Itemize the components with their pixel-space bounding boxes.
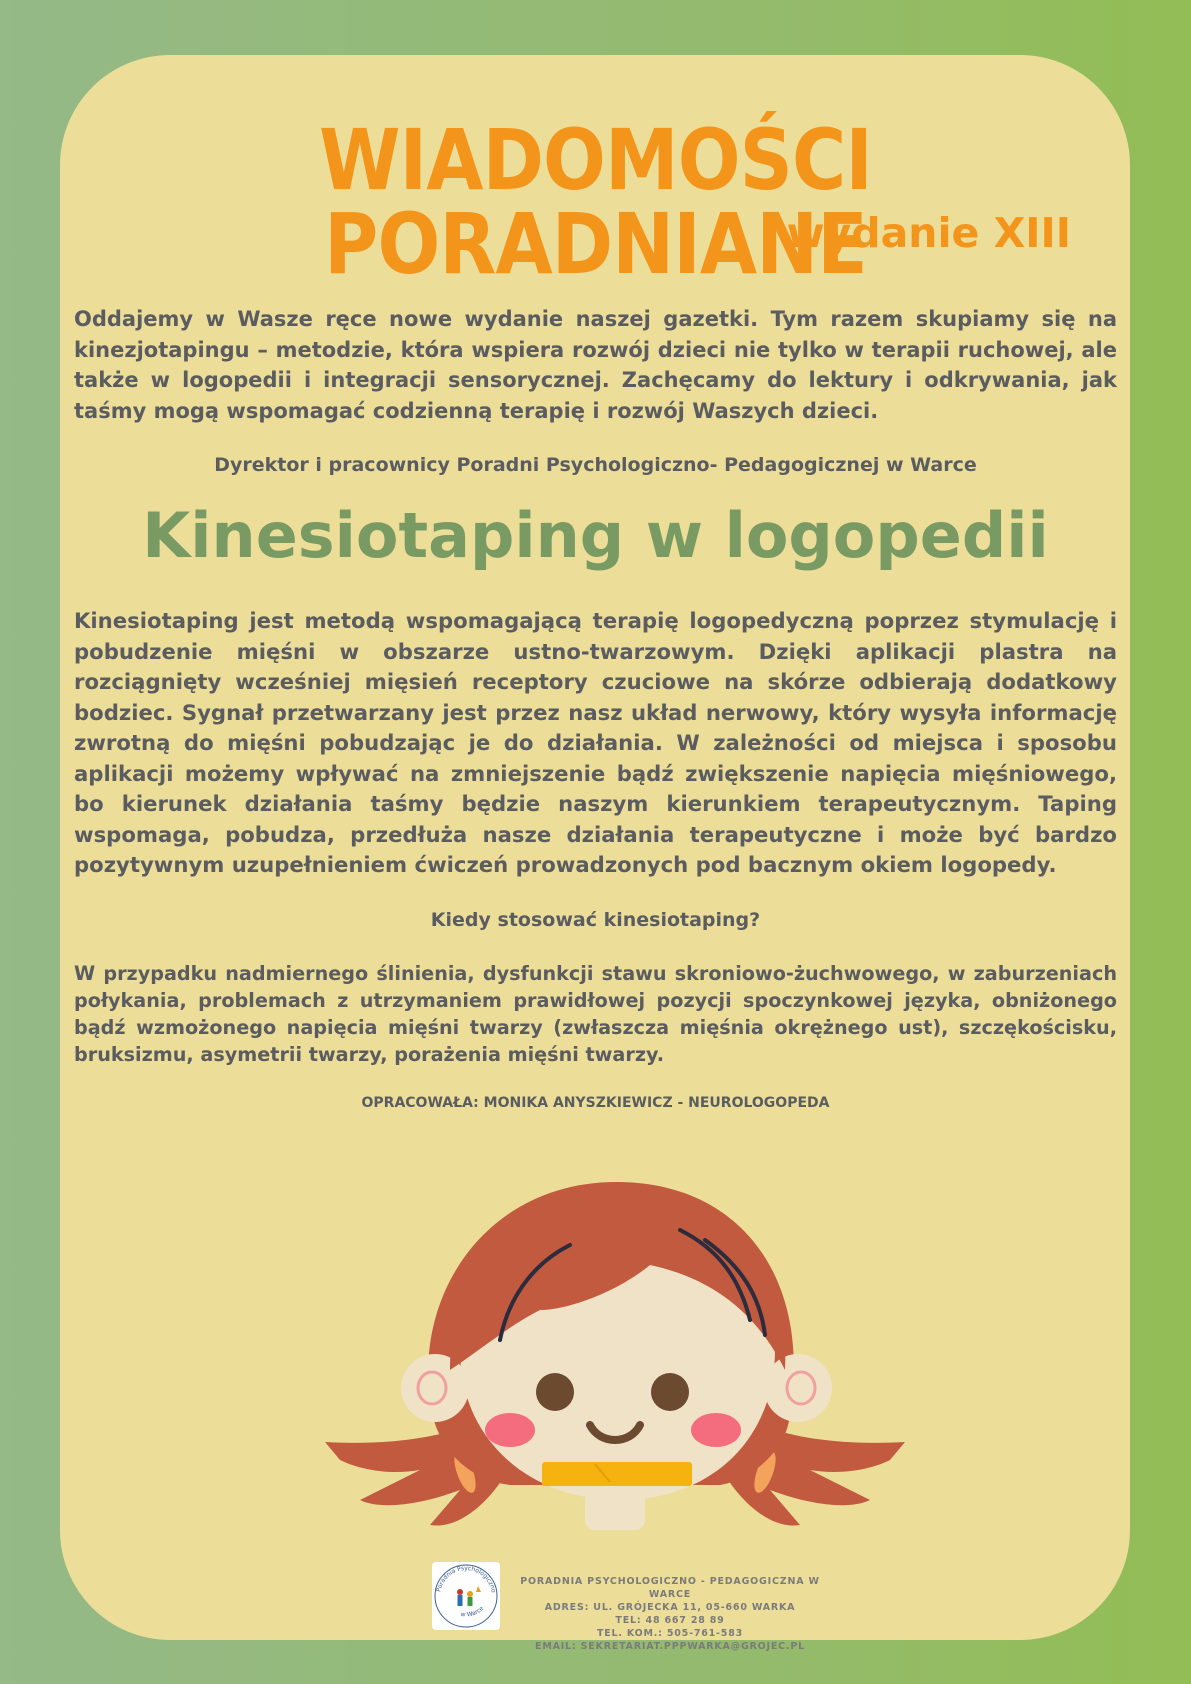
contact-line: PORADNIA PSYCHOLOGICZNO - PEDAGOGICZNA W WARCE [520, 1576, 820, 1600]
article-question: Kiedy stosować kinesiotaping? [430, 909, 761, 931]
newsletter-title: WIADOMOŚCI PORADNIANE [318, 111, 873, 293]
article-heading: Kinesiotaping w logopedii [142, 499, 1049, 572]
intro-signature: Dyrektor i pracownicy Poradni Psychologiczno- Pedagogicznej w Warce [214, 454, 977, 476]
right-cheek [691, 1413, 741, 1447]
intro-paragraph: Oddajemy w Wasze ręce nowe wydanie naszej gazetki. Tym razem skupiamy się na kinezjotapingu – metodzie, która wspiera rozwój dzieci nie tylko w terapii ruchowej, ale także w logopedii i integracji sensorycznej. Zachęcamy do lektury i odkrywania, jak taśmy mogą wspomagać codzienną terapię i rozwój Waszych dzieci. [74, 307, 1117, 423]
girl-illustration [320, 1170, 910, 1550]
logo-text-bottom: w Warce [460, 1605, 486, 1619]
contact-line: EMAIL: SEKRETARIAT.PPPWARKA@GROJEC.PL [535, 1641, 805, 1652]
left-cheek [485, 1413, 535, 1447]
article-author: OPRACOWAŁA: MONIKA ANYSZKIEWICZ - NEUROLOGOPEDA [361, 1095, 830, 1111]
contact-info [505, 1575, 835, 1653]
logo-text-top: Poradnia Psychologiczno [435, 1565, 497, 1594]
left-ear [401, 1354, 469, 1422]
article-body: Kinesiotaping jest metodą wspomagającą terapię logopedyczną poprzez stymulację i pobudzenie mięśni w obszarze ustno-twarzowym. Dzięki aplikacji plastra na rozciągnięty wcześniej mięsień receptory czuciowe na skórze odbierają dodatkowy bodziec. Sygnał przetwarzany jest przez nasz układ nerwowy, który wysyła informację zwrotną do mięśni pobudzając je do działania. W zależności od miejsca i sposobu aplikacji możemy wpływać na zmniejszenie bądź zwiększenie napięcia mięśniowego, bo kierunek działania taśmy będzie naszym kierunkiem terapeutycznym. Taping wspomaga, pobudza, przedłuża nasze działania terapeutyczne i może być bardzo pozytywnym uzupełnieniem ćwiczeń prowadzonych pod bacznym okiem logopedy. [74, 608, 1117, 877]
contact-line: ADRES: UL. GRÓJECKA 11, 05-660 WARKA [544, 1602, 796, 1613]
kinesio-tape [542, 1462, 692, 1486]
contact-line: TEL: 48 667 28 89 [615, 1615, 725, 1626]
contact-line: TEL. KOM.: 505-761-583 [596, 1628, 744, 1639]
left-eye [536, 1373, 574, 1411]
clinic-logo [432, 1562, 500, 1630]
edition-label: wydanie XIII [786, 209, 1071, 257]
article-answer: W przypadku nadmiernego ślinienia, dysfunkcji stawu skroniowo-żuchwowego, w zaburzeniach połykania, problemach z utrzymaniem prawidłowej pozycji spoczynkowej języka, obniżonego bądź wzmożonego napięcia mięśni twarzy (zwłaszcza mięśnia okrężnego ust), szczękościsku, bruksizmu, asymetrii twarzy, porażenia mięśni twarzy. [74, 962, 1117, 1066]
right-eye [651, 1373, 689, 1411]
